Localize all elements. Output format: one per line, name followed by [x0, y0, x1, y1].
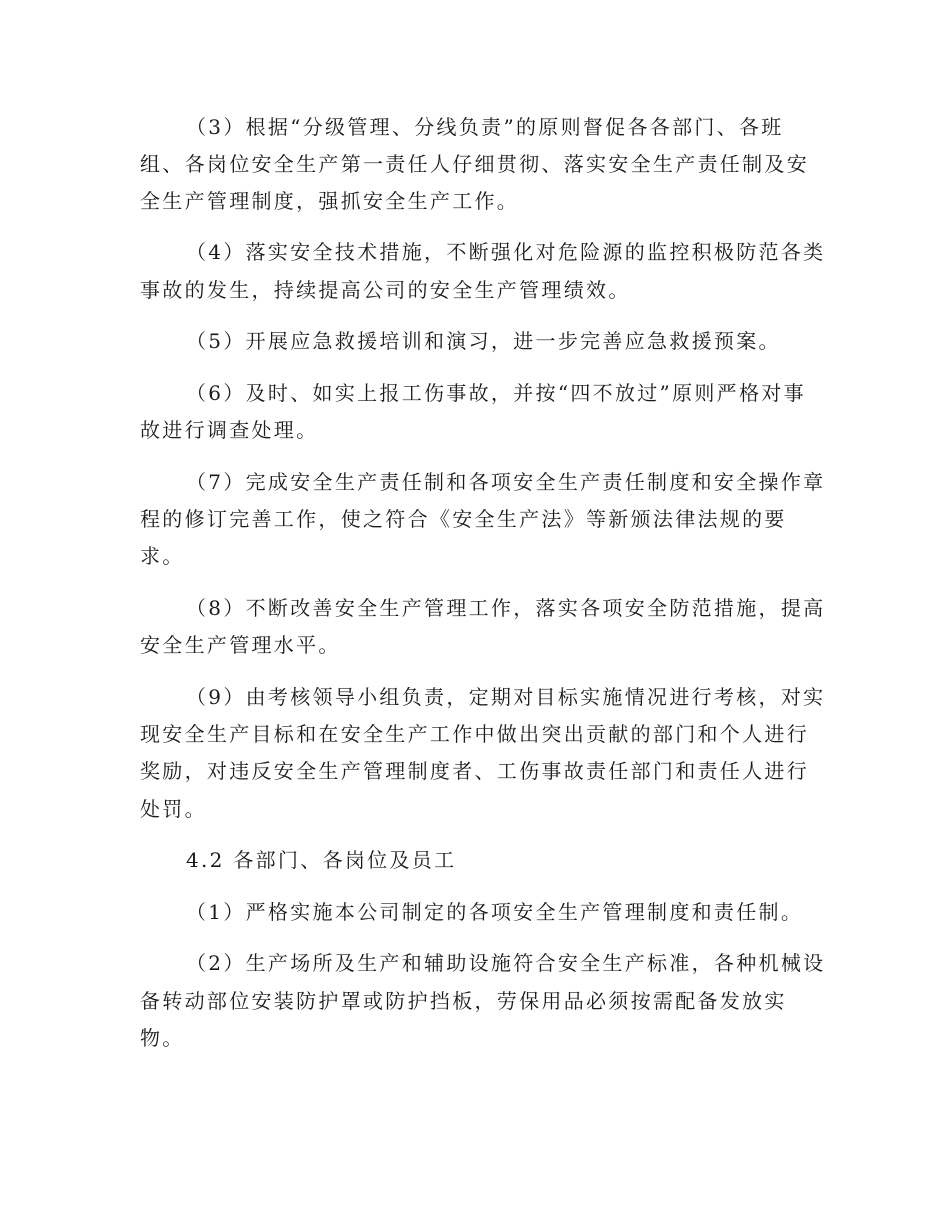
- item-9-line-2: 现安全生产目标和在安全生产工作中做出突出贡献的部门和个人进行: [140, 722, 809, 746]
- item-3-line-3: 全生产管理制度，强抓安全生产工作。: [140, 189, 520, 213]
- sub-item-2-line-2: 备转动部位安装防护罩或防护挡板，劳保用品必须按需配备发放实: [140, 989, 787, 1013]
- sub-item-2-line-1: （2）生产场所及生产和辅助设施符合安全生产标准，各种机械设: [186, 951, 826, 975]
- sub-item-1-line-1: （1）严格实施本公司制定的各项安全生产管理制度和责任制。: [186, 900, 804, 924]
- section-heading-4-2: 4.2 各部门、各岗位及员工: [186, 848, 457, 872]
- item-8-line-1: （8）不断改善安全生产管理工作，落实各项安全防范措施，提高: [186, 596, 826, 620]
- item-7-line-3: 求。: [140, 544, 185, 568]
- item-9-line-1: （9）由考核领导小组负责，定期对目标实施情况进行考核，对实: [186, 685, 826, 709]
- item-4-line-1: （4）落实安全技术措施，不断强化对危险源的监控积极防范各类: [186, 240, 826, 264]
- item-7-line-2: 程的修订完善工作，使之符合《安全生产法》等新颁法律法规的要: [140, 507, 787, 531]
- item-6-line-1: （6）及时、如实上报工伤事故，并按“四不放过”原则严格对事: [186, 381, 806, 405]
- sub-item-2-line-3: 物。: [140, 1026, 185, 1050]
- item-9-line-3: 奖励，对违反安全生产管理制度者、工伤事故责任部门和责任人进行: [140, 759, 809, 783]
- item-7-line-1: （7）完成安全生产责任制和各项安全生产责任制度和安全操作章: [186, 470, 826, 494]
- item-6-line-2: 故进行调查处理。: [140, 418, 319, 442]
- item-8-line-2: 安全生产管理水平。: [140, 633, 341, 657]
- item-3-line-2: 组、各岗位安全生产第一责任人仔细贯彻、落实安全生产责任制及安: [140, 152, 809, 176]
- item-9-line-4: 处罚。: [140, 797, 207, 821]
- item-5-line-1: （5）开展应急救援培训和演习，进一步完善应急救援预案。: [186, 329, 781, 353]
- item-3-line-1: （3）根据“分级管理、分线负责”的原则督促各各部门、各班: [186, 115, 784, 139]
- item-4-line-2: 事故的发生，持续提高公司的安全生产管理绩效。: [140, 278, 631, 302]
